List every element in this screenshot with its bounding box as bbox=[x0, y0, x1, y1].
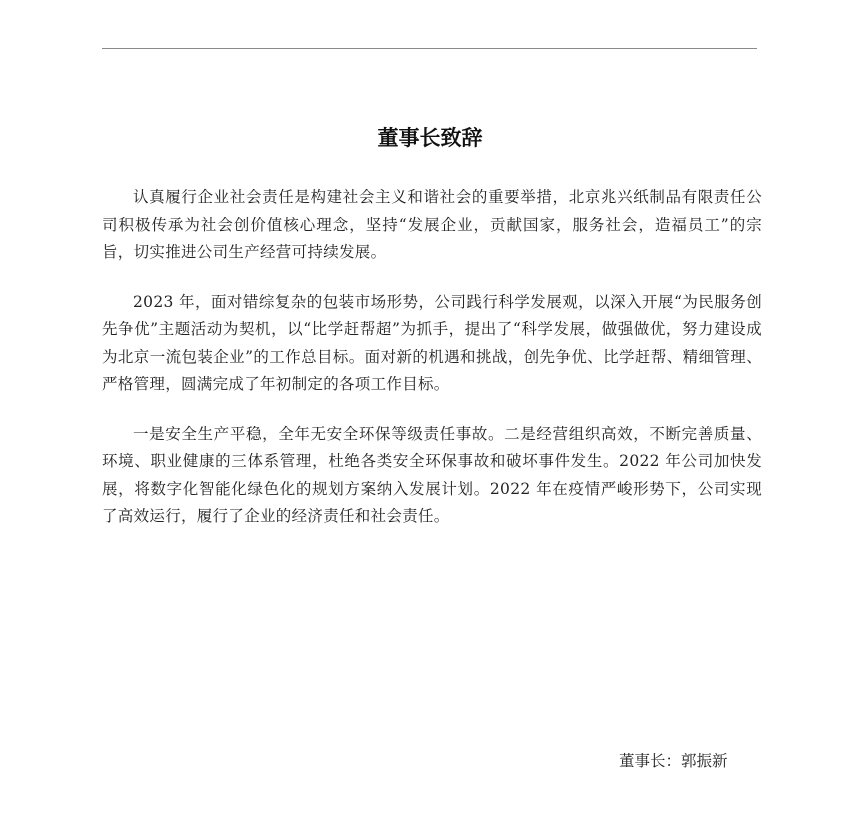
letter-body bbox=[102, 184, 762, 553]
paragraph-responsibility: 认真履行企业社会责任是构建社会主义和谐社会的重要举措，北京兆兴纸制品有限责任公司积极传承为社会创价值核心理念，坚持“发展企业，贡献国家，服务社会，造福员工”的宗旨，切实推进公司生产经营可持续发展。 bbox=[102, 188, 762, 261]
chairman-signature: 董事长：郭振新 bbox=[619, 752, 728, 770]
header-divider bbox=[102, 48, 757, 49]
paragraph-safety-development: 一是安全生产平稳，全年无安全环保等级责任事故。二是经营组织高效，不断完善质量、环境、职业健康的三体系管理，杜绝各类安全环保事故和破坏事件发生。2022 年公司加快发展，将数字化智能化绿色化的规划方案纳入发展计划。2022 年在疫情严峻形势下，公司实现了高效运行，履行了企业的经济责任和社会责任。 bbox=[102, 424, 762, 525]
page-title: 董事长致辞 bbox=[377, 126, 483, 150]
paragraph-2023-goals: 2023 年，面对错综复杂的包装市场形势，公司践行科学发展观，以深入开展“为民服务创先争优”主题活动为契机，以“比学赶帮超”为抓手，提出了“科学发展，做强做优，努力建设成为北京一流包装企业”的工作总目标。面对新的机遇和挑战，创先争优、比学赶帮、精细管理、严格管理，圆满完成了年初制定的各项工作目标。 bbox=[102, 292, 762, 393]
